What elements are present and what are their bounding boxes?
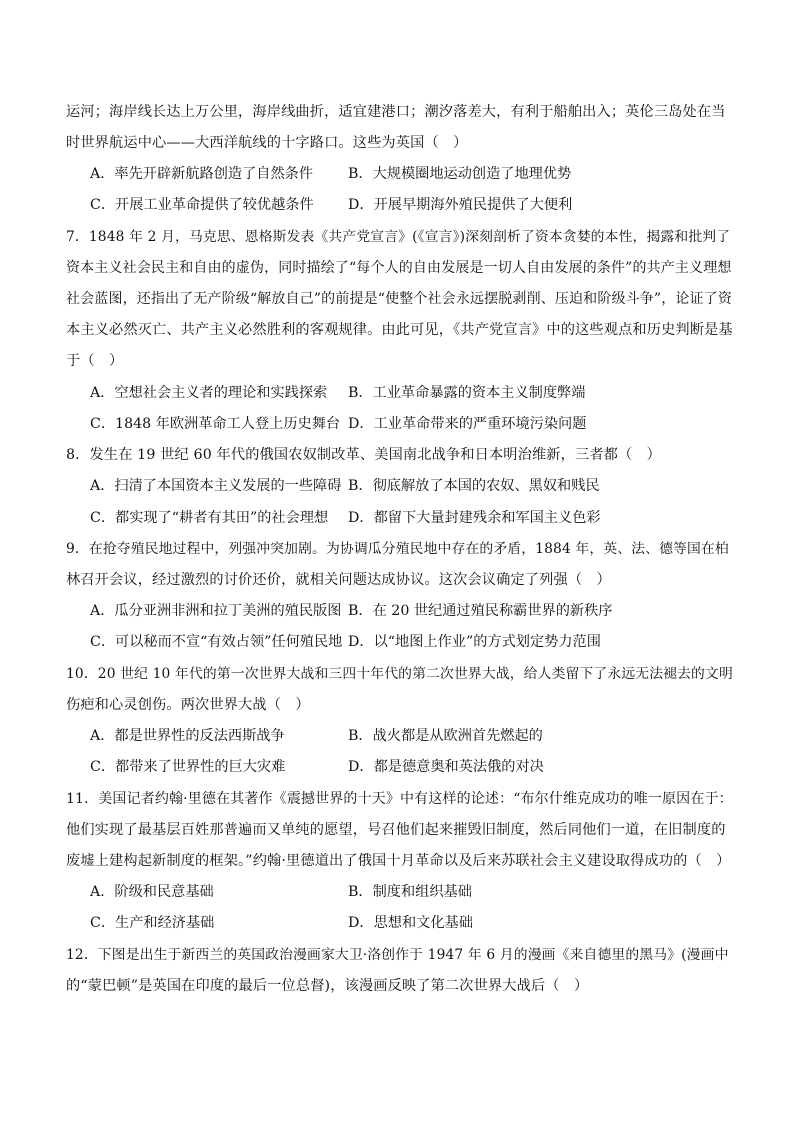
q9-text-line-2: 林召开会议，经过激烈的讨价还价，就相关问题达成协议。这次会议确定了列强（ ） bbox=[66, 572, 611, 588]
q11-text-line-1: 11．美国记者约翰·里德在其著作《震撼世界的十天》中有这样的论述：“布尔什维克成功的唯一原因在于： bbox=[66, 791, 733, 807]
q7-text-line-3: 社会蓝图，还指出了无产阶级“解放自己”的前提是“使整个社会永远摆脱剥削、压迫和阶级斗争”，论证了资 bbox=[66, 291, 732, 307]
q11-text-line-2: 他们实现了最基层百姓那普遍而又单纯的愿望，号召他们起来摧毁旧制度，然后同他们一道，在旧制度的 bbox=[66, 822, 726, 838]
q11-option-c: C．生产和经济基础 bbox=[90, 915, 215, 931]
q7-text-line-4: 本主义必然灭亡、共产主义必然胜利的客观规律。由此可见，《共产党宣言》中的这些观点和历史判断是基 bbox=[66, 322, 733, 338]
q6-option-d: D．开展早期海外殖民提供了大便利 bbox=[348, 197, 573, 213]
q9-option-a: A．瓜分亚洲非洲和拉丁美洲的殖民版图 bbox=[90, 603, 342, 619]
q8-option-d: D．都留下大量封建残余和军国主义色彩 bbox=[348, 510, 601, 526]
q8-option-b: B．彻底解放了本国的农奴、黑奴和贱民 bbox=[348, 478, 600, 494]
q6-text-line-2: 时世界航运中心——大西洋航线的十字路口。这些为英国（ ） bbox=[66, 135, 468, 151]
q6-option-c: C．开展工业革命提供了较优越条件 bbox=[90, 197, 314, 213]
q6-text-line-1: 运河；海岸线长达上万公里，海岸线曲折，适宜建港口；潮汐落差大，有利于船舶出入；英伦三岛处在当 bbox=[66, 104, 726, 120]
q8-text-line-1: 8．发生在 19 世纪 60 年代的俄国农奴制改革、美国南北战争和日本明治维新，三者都（ ） bbox=[66, 447, 662, 463]
q7-text-line-1: 7．1848 年 2 月，马克思、恩格斯发表《共产党宣言》(《宣言》)深刻剖析了资本贪婪的本性，揭露和批判了 bbox=[66, 229, 731, 245]
q9-option-c: C．可以秘而不宣“有效占领”任何殖民地 bbox=[90, 634, 343, 650]
q7-option-a: A．空想社会主义者的理论和实践探索 bbox=[90, 385, 328, 401]
q7-option-d: D．工业革命带来的严重环境污染问题 bbox=[348, 416, 587, 432]
q12-text-line-1: 12．下图是出生于新西兰的英国政治漫画家大卫·洛创作于 1947 年 6 月的漫画《来自德里的黑马》(漫画中 bbox=[66, 947, 729, 963]
q10-text-line-2: 伤疤和心灵创伤。两次世界大战（ ） bbox=[66, 697, 310, 713]
q11-option-d: D．思想和文化基础 bbox=[348, 915, 473, 931]
q10-option-d: D．都是德意奥和英法俄的对决 bbox=[348, 759, 544, 775]
q7-text-line-5: 于（ ） bbox=[66, 353, 124, 369]
q8-option-c: C．都实现了“耕者有其田”的社会理想 bbox=[90, 510, 329, 526]
q11-option-a: A．阶级和民意基础 bbox=[90, 884, 214, 900]
q7-text-line-2: 资本主义社会民主和自由的虚伪，同时描绘了“每个人的自由发展是一切人自由发展的条件”的共产主义理想 bbox=[66, 260, 732, 276]
q10-option-a: A．都是世界性的反法西斯战争 bbox=[90, 728, 285, 744]
q6-option-a: A．率先开辟新航路创造了自然条件 bbox=[90, 166, 314, 182]
q11-text-line-3: 废墟上建构起新制度的框架。”约翰·里德道出了俄国十月革命以及后来苏联社会主义建设取得成功的（ ） bbox=[66, 853, 731, 869]
q7-option-b: B．工业革命暴露的资本主义制度弊端 bbox=[348, 385, 586, 401]
q7-option-c: C．1848 年欧洲革命工人登上历史舞台 bbox=[90, 416, 341, 432]
q12-text-line-2: 的“蒙巴顿”是英国在印度的最后一位总督)，该漫画反映了第二次世界大战后（ ） bbox=[66, 978, 589, 994]
q9-option-d: D．以“地图上作业”的方式划定势力范围 bbox=[348, 634, 601, 650]
q11-option-b: B．制度和组织基础 bbox=[348, 884, 472, 900]
q10-option-b: B．战火都是从欧洲首先燃起的 bbox=[348, 728, 543, 744]
q9-option-b: B．在 20 世纪通过殖民称霸世界的新秩序 bbox=[348, 603, 613, 619]
q9-text-line-1: 9．在抢夺殖民地过程中，列强冲突加剧。为协调瓜分殖民地中存在的矛盾，1884 年，英、法、德等国在柏 bbox=[66, 541, 729, 557]
q6-option-b: B．大规模圈地运动创造了地理优势 bbox=[348, 166, 572, 182]
q8-option-a: A．扫清了本国资本主义发展的一些障碍 bbox=[90, 478, 342, 494]
q10-text-line-1: 10．20 世纪 10 年代的第一次世界大战和三四十年代的第二次世界大战，给人类留下了永远无法褪去的文明 bbox=[66, 666, 733, 682]
q10-option-c: C．都带来了世界性的巨大灾难 bbox=[90, 759, 286, 775]
